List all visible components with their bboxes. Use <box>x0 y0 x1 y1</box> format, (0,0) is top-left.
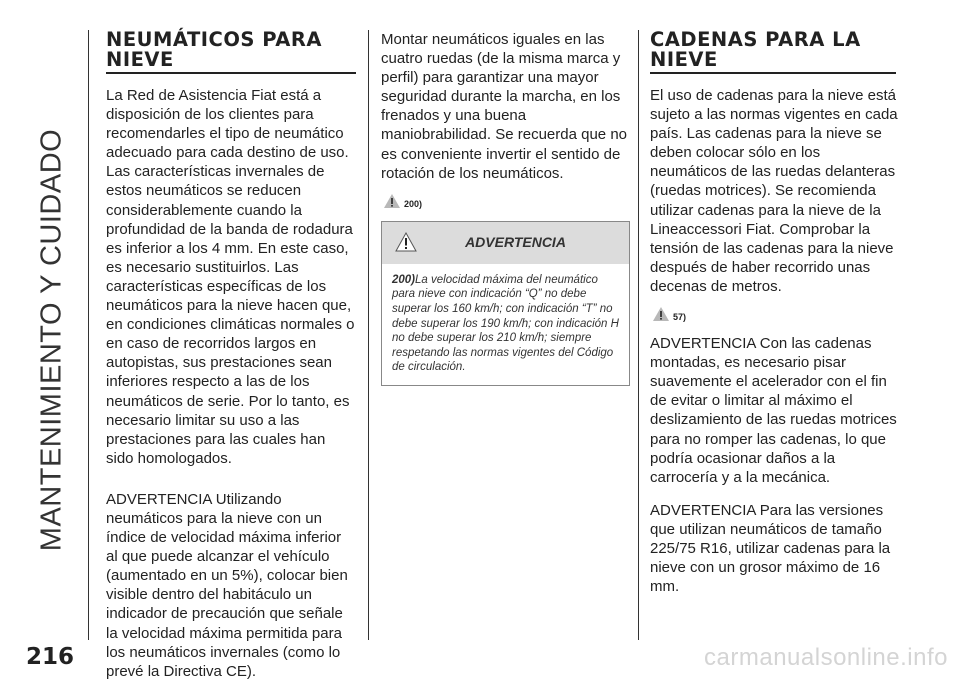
paragraph: La Red de Asistencia Fiat está a disposición de los clientes para recomendarles el tipo de neumático adecuado para cada destino de uso. Las características invernales de estos neumáticos se reducen considerablemente cuando la profundidad de la banda de rodadura es inferior a los 4 mm. En este caso, es necesario sustituirlos. Las características específicas de los neumáticos para la nieve hacen que, en condiciones climáticas normales o en caso de recorridos largos en autopistas, sus prestaciones sean inferiores respecto a las de los neumáticos de serie. Por lo tanto, es necesario limitar su uso a las prestaciones para las cuales han sido homologados. <box>106 87 355 467</box>
column-divider-2 <box>368 30 369 640</box>
reference-number: 200) <box>404 198 423 209</box>
paragraph-warning: ADVERTENCIA Utilizando neumáticos para la nieve con un índice de velocidad máxima inferior al que puede alcanzar el vehículo (aumentado en un 5%), colocar bien visible dentro del habitáculo un indicador de precaución que señale la velocidad máxima permitida para los neumáticos invernales (como lo prevé la Directiva CE). <box>106 490 348 680</box>
paragraph-warning: ADVERTENCIA Para las versiones que utilizan neumáticos de tamaño 225/75 R16, utilizar cadenas para la nieve con un grosor máximo de 16 mm. <box>650 501 891 596</box>
column-2 <box>381 30 631 386</box>
warning-box-title: ADVERTENCIA <box>465 234 566 251</box>
warning-triangle-icon <box>652 306 670 322</box>
warning-triangle-icon <box>383 193 401 209</box>
warning-reference <box>652 306 898 322</box>
reference-number: 57) <box>673 312 687 323</box>
watermark: carmanualsonline.info <box>704 644 948 671</box>
paragraph-warning: ADVERTENCIA Con las cadenas montadas, es necesario pisar suavemente el acelerador con el fin de evitar o limitar al máximo el deslizamiento de las ruedas motrices para no romper las cadenas, lo que podría ocasionar daños a la carrocería y a la mecánica. <box>650 335 897 486</box>
column-divider-1 <box>88 30 89 640</box>
column-divider-3 <box>638 30 639 640</box>
column-3 <box>650 30 898 596</box>
warning-box-header <box>382 222 629 264</box>
page-number: 216 <box>26 644 75 670</box>
heading-snow-chains: CADENAS PARA LA NIEVE <box>650 30 896 74</box>
paragraph: Montar neumáticos iguales en las cuatro ruedas (de la misma marca y perfil) para garantizar una mayor seguridad durante la marcha, en los frenados y una buena maniobrabilidad. Se recuerda que no es conveniente invertir el sentido de rotación de los neumáticos. <box>381 31 627 182</box>
paragraph: El uso de cadenas para la nieve está sujeto a las normas vigentes en cada país. Las cadenas para la nieve se deben colocar sólo en los neumáticos de las ruedas delanteras (ruedas motrices). Se recomienda utilizar cadenas para la nieve de la Lineaccessori Fiat. Comprobar la tensión de las cadenas para la nieve después de haber recorrido unas decenas de metros. <box>650 87 898 295</box>
section-title: MANTENIMIENTO Y CUIDADO <box>35 128 68 552</box>
warning-box <box>381 221 630 386</box>
warning-box-text: La velocidad máxima del neumático para nieve con indicación “Q” no debe superar los 160 km/h; con indicación “T” no debe superar los 190 km/h; con indicación H no debe superar los 210 km/h; siempre respetando las normas vigentes del Código de circulación. <box>392 273 619 374</box>
warning-triangle-icon <box>395 232 417 252</box>
warning-box-body <box>382 264 629 385</box>
warning-reference <box>383 193 631 209</box>
warning-box-ref: 200) <box>392 273 416 286</box>
heading-snow-tires: NEUMÁTICOS PARA NIEVE <box>106 30 356 74</box>
column-1 <box>106 30 356 681</box>
